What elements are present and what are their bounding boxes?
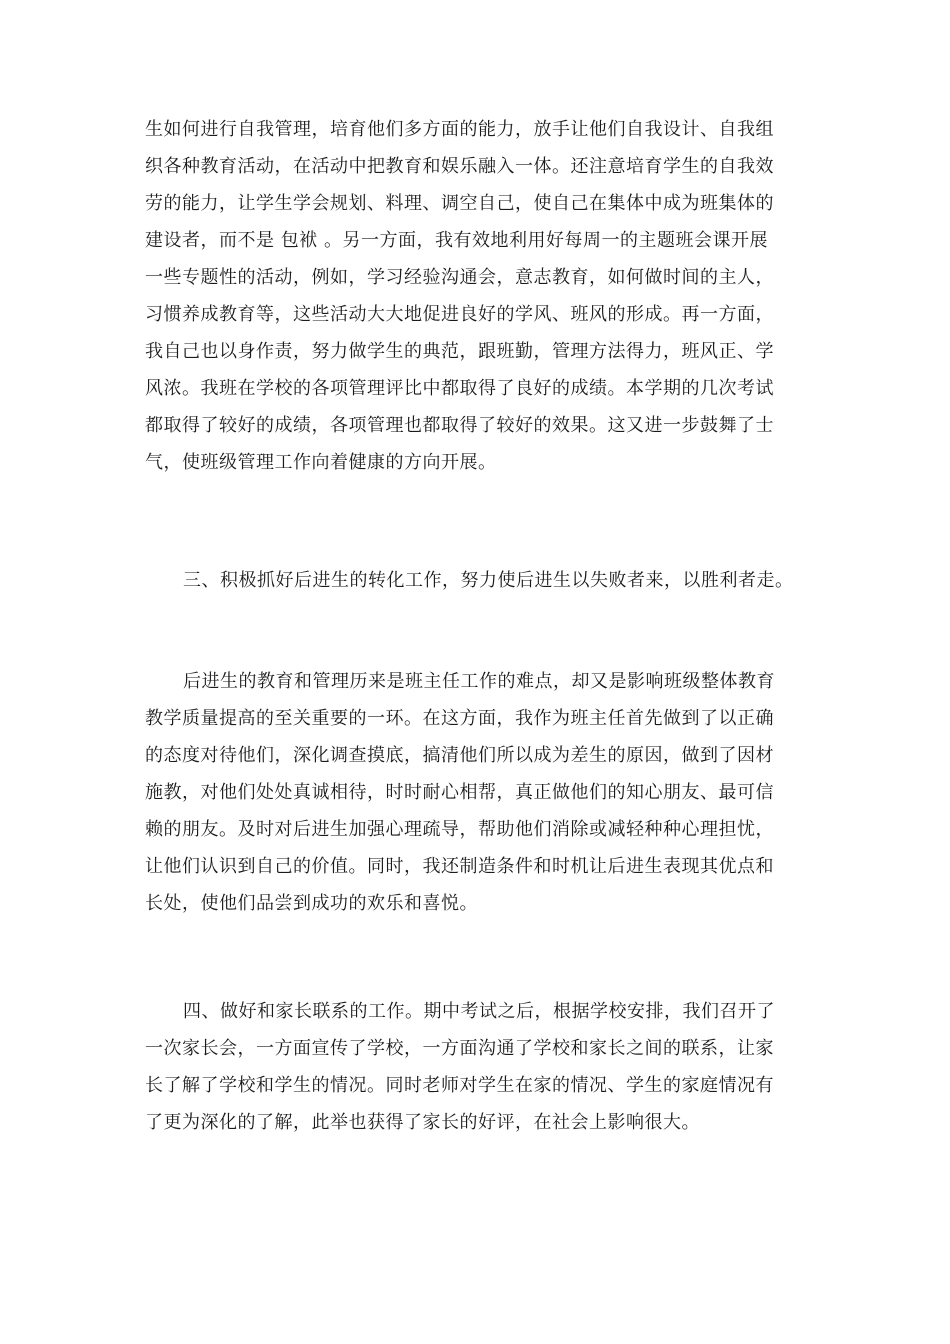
text-line: 教学质量提高的至关重要的一环。在这方面，我作为班主任首先做到了以正确 [145,708,774,729]
section-heading-three [145,562,813,599]
text-line: 后进生的教育和管理历来是班主任工作的难点，却又是影响班级整体教育 [183,671,775,692]
paragraph-parent-contact [145,993,813,1141]
text-line: 长处，使他们品尝到成功的欢乐和喜悦。 [145,893,478,914]
text-line: 生如何进行自我管理，培育他们多方面的能力，放手让他们自我设计、自我组 [145,119,774,140]
text-line: 织各种教育活动，在活动中把教育和娱乐融入一体。还注意培育学生的自我效 [145,156,774,177]
text-line: 一次家长会，一方面宣传了学校，一方面沟通了学校和家长之间的联系，让家 [145,1038,774,1059]
text-line: 气，使班级管理工作向着健康的方向开展。 [145,452,497,473]
text-line: 了更为深化的了解，此举也获得了家长的好评，在社会上影响很大。 [145,1112,700,1133]
heading-line: 三、积极抓好后进生的转化工作，努力使后进生以失败者来，以胜利者走。 [183,570,794,591]
paragraph-underachievers [145,663,813,922]
text-line: 施教，对他们处处真诚相待，时时耐心相帮，真正做他们的知心朋友、最可信 [145,782,774,803]
text-line: 的态度对待他们，深化调查摸底，搞清他们所以成为差生的原因，做到了因材 [145,745,774,766]
text-line: 让他们认识到自己的价值。同时，我还制造条件和时机让后进生表现其优点和 [145,856,774,877]
text-line: 我自己也以身作责，努力做学生的典范，跟班勤，管理方法得力，班风正、学 [145,341,774,362]
text-line: 赖的朋友。及时对后进生加强心理疏导，帮助他们消除或减轻种种心理担忧， [145,819,774,840]
text-line: 四、做好和家长联系的工作。期中考试之后，根据学校安排，我们召开了 [183,1001,775,1022]
text-line: 一些专题性的活动，例如，学习经验沟通会，意志教育，如何做时间的主人， [145,267,774,288]
paragraph-class-management [145,111,813,481]
text-line: 都取得了较好的成绩，各项管理也都取得了较好的效果。这又进一步鼓舞了士 [145,415,774,436]
text-line: 习惯养成教育等，这些活动大大地促进良好的学风、班风的形成。再一方面， [145,304,774,325]
text-line: 建设者，而不是 包袱 。另一方面，我有效地利用好每周一的主题班会课开展 [145,230,768,251]
text-line: 长了解了学校和学生的情况。同时老师对学生在家的情况、学生的家庭情况有 [145,1075,774,1096]
text-line: 劳的能力，让学生学会规划、料理、调空自己，使自己在集体中成为班集体的 [145,193,774,214]
text-line: 风浓。我班在学校的各项管理评比中都取得了良好的成绩。本学期的几次考试 [145,378,774,399]
